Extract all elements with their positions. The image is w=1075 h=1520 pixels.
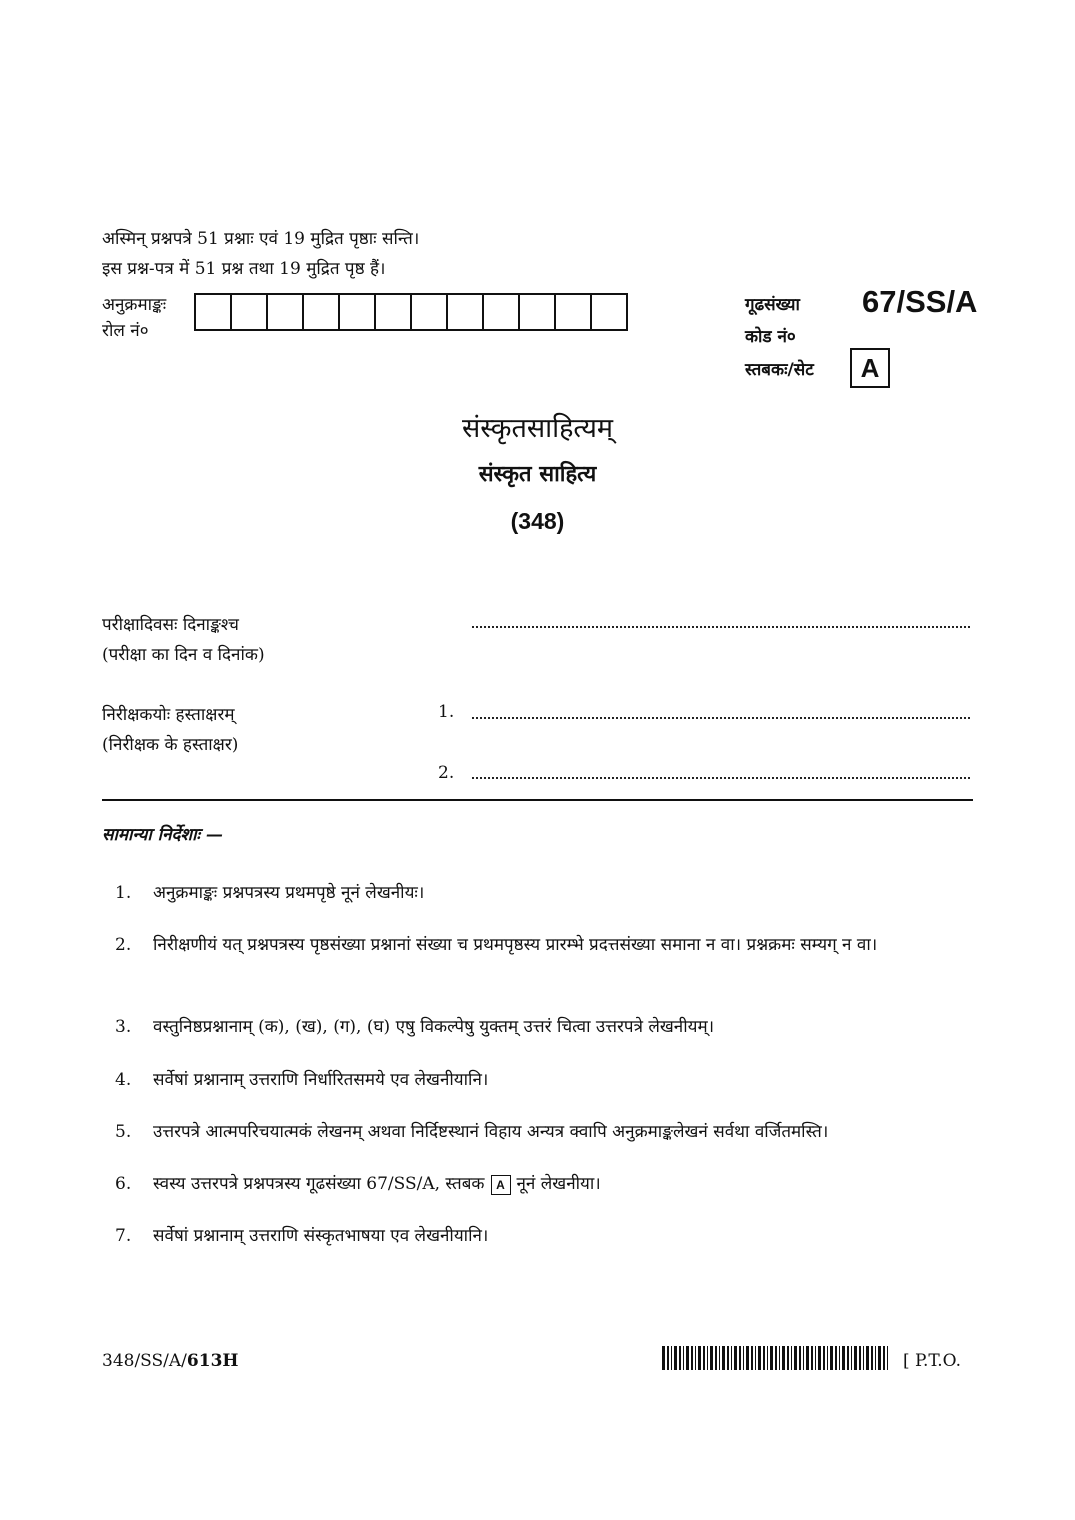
instruction-text: अनुक्रमाङ्कः प्रश्नपत्रस्य प्रथमपृष्ठे नूनं लेखनीयः। xyxy=(153,883,425,903)
barcode-bar xyxy=(803,1346,804,1370)
barcode-bar xyxy=(758,1346,761,1370)
instruction-text: सर्वेषां प्रश्नानाम् उत्तराणि संस्कृतभाषया एव लेखनीयानि। xyxy=(153,1226,489,1246)
barcode-bar xyxy=(875,1346,876,1370)
roll-number-boxes[interactable] xyxy=(196,293,628,331)
roll-digit-box[interactable] xyxy=(446,293,484,331)
set-mini-box: A xyxy=(491,1175,511,1195)
barcode-bar xyxy=(703,1346,705,1370)
roll-digit-box[interactable] xyxy=(194,293,232,331)
pto-label: [ P.T.O. xyxy=(903,1351,962,1371)
set-label: स्तबकः/सेट xyxy=(745,360,814,380)
barcode-bar xyxy=(799,1346,801,1370)
barcode-bar xyxy=(739,1346,741,1370)
barcode-bar xyxy=(863,1346,864,1370)
signature-2-number: 2. xyxy=(438,763,455,783)
instruction-number: 4. xyxy=(115,1070,132,1090)
barcode-bar xyxy=(871,1346,873,1370)
barcode-bar xyxy=(775,1346,777,1370)
subject-title-hindi: संस्कृत साहित्य xyxy=(478,461,597,487)
barcode-bar xyxy=(707,1346,708,1370)
instruction-item xyxy=(115,1066,977,1095)
instructions-heading: सामान्या निर्देशाः — xyxy=(102,825,223,845)
roll-digit-box[interactable] xyxy=(230,293,268,331)
barcode-bar xyxy=(731,1346,732,1370)
date-field[interactable] xyxy=(472,626,970,628)
barcode-bar xyxy=(715,1346,717,1370)
barcode-bar xyxy=(806,1346,809,1370)
roll-digit-box[interactable] xyxy=(518,293,556,331)
barcode-bar xyxy=(698,1346,701,1370)
instruction-item xyxy=(115,1013,977,1042)
invigilator-label-hindi: (निरीक्षक के हस्ताक्षर) xyxy=(102,735,239,755)
divider xyxy=(102,799,973,801)
barcode-bar xyxy=(691,1346,693,1370)
barcode-bar xyxy=(830,1346,833,1370)
barcode-bar xyxy=(779,1346,780,1370)
barcode-bar xyxy=(710,1346,713,1370)
barcode-bar xyxy=(751,1346,753,1370)
instruction-number: 6. xyxy=(115,1174,132,1194)
barcode-bar xyxy=(823,1346,825,1370)
barcode-bar xyxy=(866,1346,869,1370)
barcode-bar xyxy=(782,1346,785,1370)
instruction-item xyxy=(115,879,977,908)
subject-title-sanskrit: संस्कृतसाहित्यम् xyxy=(461,413,614,444)
barcode-bar xyxy=(679,1346,681,1370)
barcode-bar xyxy=(727,1346,729,1370)
instruction-item xyxy=(115,1170,977,1199)
barcode-bar xyxy=(794,1346,797,1370)
barcode-bar xyxy=(671,1346,672,1370)
barcode-bar xyxy=(815,1346,816,1370)
instruction-item xyxy=(115,1118,977,1147)
instruction-number: 2. xyxy=(115,935,132,955)
page-count-hindi: इस प्रश्न-पत्र में 51 प्रश्न तथा 19 मुद्रित पृष्ठ हैं। xyxy=(102,259,386,279)
barcode-bar xyxy=(719,1346,720,1370)
barcode-bar xyxy=(686,1346,689,1370)
roll-label-hindi: रोल नं० xyxy=(102,321,149,341)
barcode-bar xyxy=(787,1346,789,1370)
barcode-bar xyxy=(883,1346,885,1370)
instruction-text: उत्तरपत्रे आत्मपरिचयात्मकं लेखनम् अथवा निर्दिष्टस्थानं विहाय अन्यत्र क्वापि अनुक्रमाङ्कलेखनं सर्वथा वर्जितमस्ति। xyxy=(153,1122,829,1142)
subject-code: (348) xyxy=(510,508,565,534)
barcode-bar xyxy=(835,1346,837,1370)
barcode-bar xyxy=(878,1346,881,1370)
instruction-text xyxy=(153,1170,977,1199)
instruction-item xyxy=(115,1222,977,1251)
instruction-item xyxy=(115,931,977,960)
barcode-bar xyxy=(667,1346,669,1370)
barcode-bar xyxy=(763,1346,765,1370)
instruction-text: वस्तुनिष्ठप्रश्नानाम् (क), (ख), (ग), (घ) एषु विकल्पेषु युक्तम् उत्तरं चित्वा उत्तरपत्रे लेखनीयम्। xyxy=(153,1017,715,1037)
paper-code-bold: 613H xyxy=(186,1351,239,1371)
barcode-bar xyxy=(818,1346,821,1370)
barcode-bar xyxy=(695,1346,696,1370)
roll-digit-box[interactable] xyxy=(374,293,412,331)
roll-digit-box[interactable] xyxy=(410,293,448,331)
roll-digit-box[interactable] xyxy=(554,293,592,331)
paper-code-prefix: 348/SS/A/ xyxy=(102,1351,187,1371)
roll-digit-box[interactable] xyxy=(338,293,376,331)
invigilator-label-sanskrit: निरीक्षकयोः हस्ताक्षरम् xyxy=(102,705,235,725)
signature-1-field[interactable] xyxy=(472,717,970,719)
barcode-bar xyxy=(887,1346,888,1370)
barcode-bar xyxy=(743,1346,744,1370)
barcode-bar xyxy=(851,1346,852,1370)
signature-1-number: 1. xyxy=(438,702,455,722)
signature-2-field[interactable] xyxy=(472,777,970,779)
roll-digit-box[interactable] xyxy=(482,293,520,331)
instruction-text: निरीक्षणीयं यत् प्रश्नपत्रस्य पृष्ठसंख्या प्रश्नानां संख्या च प्रथमपृष्ठस्य प्रारम्भे प्रदत्तसंख्या समाना न वा। प्रश्नक्रमः सम्यग् न वा। xyxy=(153,935,878,955)
barcode-bar xyxy=(847,1346,849,1370)
barcode-bar xyxy=(842,1346,845,1370)
date-label-hindi: (परीक्षा का दिन व दिनांक) xyxy=(102,645,265,665)
barcode-bar xyxy=(839,1346,840,1370)
barcode-bar xyxy=(854,1346,857,1370)
date-label-sanskrit: परीक्षादिवसः दिनाङ्कश्च xyxy=(102,615,239,635)
barcode-bar xyxy=(770,1346,773,1370)
instruction-number: 5. xyxy=(115,1122,132,1142)
roll-label-sanskrit: अनुक्रमाङ्कः xyxy=(102,295,167,315)
instruction-text-before: स्वस्य उत्तरपत्रे प्रश्नपत्रस्य गूढसंख्या 67/SS/A, स्तबक xyxy=(153,1174,485,1194)
barcode-bar xyxy=(674,1346,677,1370)
instruction-number: 1. xyxy=(115,883,132,903)
barcode-bar xyxy=(746,1346,749,1370)
barcode-bar xyxy=(811,1346,813,1370)
barcode-bar xyxy=(722,1346,725,1370)
paper-code xyxy=(102,1351,238,1371)
instruction-text: सर्वेषां प्रश्नानाम् उत्तराणि निर्धारितसमये एव लेखनीयानि। xyxy=(153,1070,489,1090)
roll-digit-box[interactable] xyxy=(302,293,340,331)
code-label-hindi: कोड नं० xyxy=(745,327,796,347)
barcode-bar xyxy=(734,1346,737,1370)
barcode-bar xyxy=(767,1346,768,1370)
barcode-bar xyxy=(827,1346,828,1370)
barcode xyxy=(662,1346,888,1370)
instruction-number: 3. xyxy=(115,1017,132,1037)
barcode-bar xyxy=(755,1346,756,1370)
roll-digit-box[interactable] xyxy=(266,293,304,331)
instruction-text-after: नूनं लेखनीया। xyxy=(516,1174,601,1194)
code-label-sanskrit: गूढसंख्या xyxy=(745,295,800,315)
code-value: 67/SS/A xyxy=(862,284,978,319)
roll-digit-box[interactable] xyxy=(590,293,628,331)
barcode-bar xyxy=(791,1346,792,1370)
barcode-bar xyxy=(859,1346,861,1370)
barcode-bar xyxy=(683,1346,684,1370)
set-box: A xyxy=(850,348,890,388)
barcode-bar xyxy=(662,1346,665,1370)
page-count-sanskrit: अस्मिन् प्रश्नपत्रे 51 प्रश्नाः एवं 19 मुद्रित पृष्ठाः सन्ति। xyxy=(102,229,420,249)
instruction-number: 7. xyxy=(115,1226,132,1246)
